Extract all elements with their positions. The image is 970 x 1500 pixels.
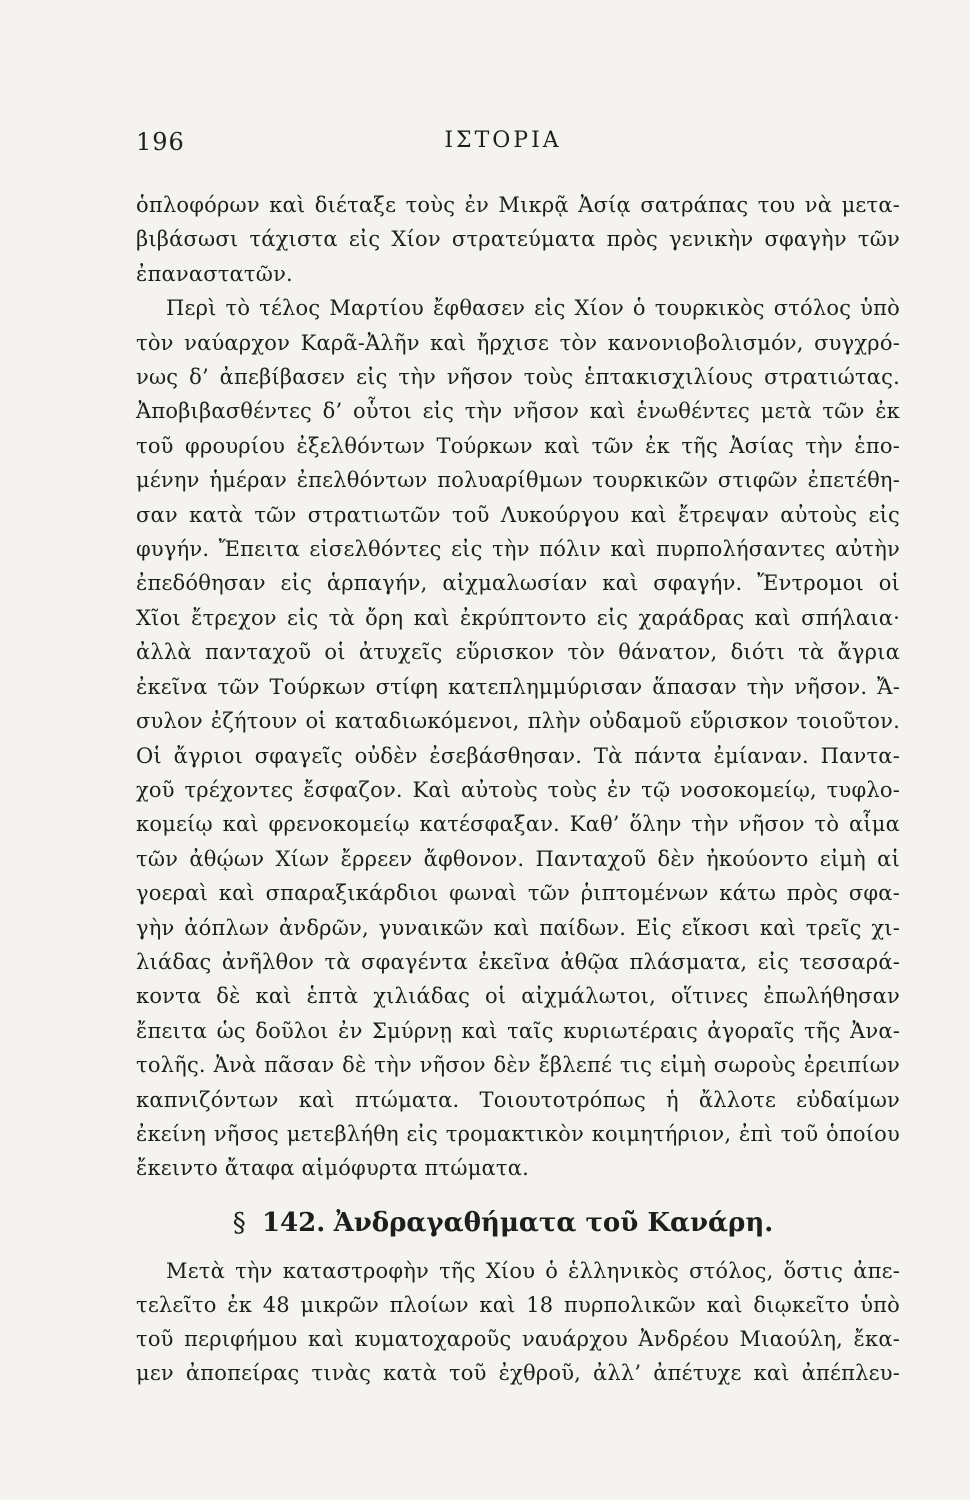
text-line: τολῆς. Ἀνὰ πᾶσαν δὲ τὴν νῆσον δὲν ἔβλεπέ τις εἰμὴ σωροὺς ἐρειπίων <box>136 1053 900 1078</box>
text-line: Ἀποβιβασθέντες δ’ οὗτοι εἰς τὴν νῆσον καὶ ἑνωθέντες μετὰ τῶν ἐκ <box>136 399 900 424</box>
page-number: 196 <box>136 128 185 156</box>
text-line: κοντα δὲ καὶ ἑπτὰ χιλιάδας οἱ αἰχμάλωτοι, οἵτινες ἐπωλήθησαν <box>136 984 900 1009</box>
text-line: γὴν ἀόπλων ἀνδρῶν, γυναικῶν καὶ παίδων. Εἰς εἴκοσι καὶ τρεῖς χι- <box>136 915 900 940</box>
text-line: τελεῖτο ἐκ 48 μικρῶν πλοίων καὶ 18 πυρπολικῶν καὶ διῳκεῖτο ὑπὸ <box>136 1292 900 1317</box>
text-line: Μετὰ τὴν καταστροφὴν τῆς Χίου ὁ ἑλληνικὸς στόλος, ὅστις ἀπε- <box>166 1258 900 1283</box>
text-line: νως δ’ ἀπεβίβασεν εἰς τὴν νῆσον τοὺς ἑπτακισχιλίους στρατιώτας. <box>136 365 900 390</box>
running-head: ΙΣΤΟΡΙΑ <box>444 128 562 153</box>
text-line: μεν ἀποπείρας τινὰς κατὰ τοῦ ἐχθροῦ, ἀλλ’ ἀπέτυχε καὶ ἀπέπλευ- <box>136 1360 900 1385</box>
section-heading <box>136 1206 900 1240</box>
section-title: Ἀνδραγαθήματα τοῦ Κανάρη. <box>333 1207 774 1238</box>
text-line: σαν κατὰ τῶν στρατιωτῶν τοῦ Λυκούργου καὶ ἔτρεψαν αὐτοὺς εἰς <box>136 502 900 527</box>
text-line: Χῖοι ἔτρεχον εἰς τὰ ὄρη καὶ ἐκρύπτοντο εἰς χαράδρας καὶ σπήλαια· <box>136 605 900 630</box>
text-line: ἔκειντο ἄταφα αἱμόφυρτα πτώματα. <box>136 1156 529 1181</box>
text-line: Περὶ τὸ τέλος Μαρτίου ἔφθασεν εἰς Χίον ὁ τουρκικὸς στόλος ὑπὸ <box>166 296 900 321</box>
text-line: κομείῳ καὶ φρενοκομείῳ κατέσφαξαν. Καθ’ ὅλην τὴν νῆσον τὸ αἷμα <box>136 812 900 837</box>
text-line: λιάδας ἀνῆλθον τὰ σφαγέντα ἐκεῖνα ἀθῷα πλάσματα, εἰς τεσσαρά- <box>136 949 900 974</box>
section-mark: § <box>232 1207 246 1238</box>
text-line: ἐκεῖνα τῶν Τούρκων στίφη κατεπλημμύρισαν ἅπασαν τὴν νῆσον. Ἄ- <box>136 674 900 699</box>
text-line: ἐκείνη νῆσος μετεβλήθη εἰς τρομακτικὸν κοιμητήριον, ἐπὶ τοῦ ὁποίου <box>136 1121 900 1146</box>
text-line: ὁπλοφόρων καὶ διέταξε τοὺς ἐν Μικρᾷ Ἀσίᾳ σατράπας του νὰ μετα- <box>136 193 900 217</box>
main-text-block <box>136 188 900 1186</box>
text-line: συλον ἐζήτουν οἱ καταδιωκόμενοι, πλὴν οὐδαμοῦ εὕρισκον τοιοῦτον. <box>136 709 900 734</box>
page-header <box>136 128 900 168</box>
text-line: τῶν ἀθῴων Χίων ἔρρεεν ἄφθονον. Πανταχοῦ δὲν ἠκούοντο εἰμὴ αἱ <box>136 846 900 871</box>
text-line: ἔπειτα ὡς δοῦλοι ἐν Σμύρνῃ καὶ ταῖς κυριωτέραις ἀγοραῖς τῆς Ἀνα- <box>136 1018 900 1043</box>
text-line: τὸν ναύαρχον Καρᾶ-Ἀλῆν καὶ ἤρχισε τὸν κανονιοβολισμόν, συγχρό- <box>136 330 900 355</box>
text-line: τοῦ περιφήμου καὶ κυματοχαροῦς ναυάρχου Ἀνδρέου Μιαούλη, ἔκα- <box>136 1326 900 1351</box>
text-line: γοεραὶ καὶ σπαραξικάρδιοι φωναὶ τῶν ῥιπτομένων κάτω πρὸς σφα- <box>136 881 900 906</box>
text-line: φυγήν. Ἔπειτα εἰσελθόντες εἰς τὴν πόλιν καὶ πυρπολήσαντες αὐτὴν <box>136 537 900 562</box>
text-line: ἀλλὰ πανταχοῦ οἱ ἀτυχεῖς εὕρισκον τὸν θάνατον, διότι τὰ ἄγρια <box>136 640 900 665</box>
text-line: χοῦ τρέχοντες ἔσφαζον. Καὶ αὐτοὺς τοὺς ἐν τῷ νοσοκομείῳ, τυφλο- <box>136 777 900 802</box>
text-line: τοῦ φρουρίου ἐξελθόντων Τούρκων καὶ τῶν ἐκ τῆς Ἀσίας τὴν ἑπο- <box>136 433 900 458</box>
section-text-block <box>136 1254 900 1390</box>
text-line: βιβάσωσι τάχιστα εἰς Χίον στρατεύματα πρὸς γενικὴν σφαγὴν τῶν <box>136 227 900 252</box>
text-line: καπνιζόντων καὶ πτώματα. Τοιουτοτρόπως ἡ ἄλλοτε εὐδαίμων <box>136 1087 900 1112</box>
text-line: Οἱ ἄγριοι σφαγεῖς οὐδὲν ἐσεβάσθησαν. Τὰ πάντα ἐμίαναν. Παντα- <box>136 743 900 768</box>
section-number: 142. <box>261 1207 326 1238</box>
text-line: μένην ἡμέραν ἐπελθόντων πολυαρίθμων τουρκικῶν στιφῶν ἐπετέθη- <box>136 468 900 493</box>
text-line: ἐπεδόθησαν εἰς ἁρπαγήν, αἰχμαλωσίαν καὶ σφαγήν. Ἔντρομοι οἱ <box>136 571 900 596</box>
text-line: ἐπαναστατῶν. <box>136 261 293 286</box>
